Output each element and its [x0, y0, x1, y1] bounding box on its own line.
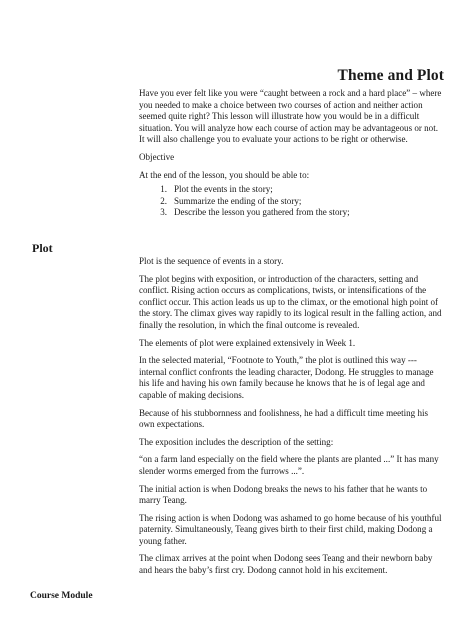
plot-paragraph: The plot begins with exposition, or introduction of the characters, setting and conflict. Rising action occurs as complications, twists, or intensifications of the conflict occur. This action leads us up to the climax, or the emotional high point of the story. The climax gives way rapidly to its logical result in the falling action, and finally the resolution, in which the final outcome is revealed. — [139, 273, 442, 330]
section-heading-plot: Plot — [32, 241, 53, 255]
plot-paragraph: The exposition includes the description of the setting: — [139, 436, 334, 447]
intro-block — [139, 88, 444, 219]
intro-paragraph: Have you ever felt like you were “caught between a rock and a hard place” – where you needed to make a choice between two courses of action and neither action seemed quite right? This lesson will illustrate how you would be in a difficult situation. You will analyze how each course of action may be advantageous or not. It will also challenge you to evaluate your actions to be right or otherwise. — [139, 88, 442, 145]
page-title: Theme and Plot — [337, 67, 444, 84]
plot-block — [139, 256, 444, 583]
objective-item: 2. Summarize the ending of the story; — [160, 195, 302, 206]
objectives-list — [139, 184, 444, 219]
plot-paragraph: The rising action is when Dodong was ashamed to go home because of his youthful paternity. Simultaneously, Teang gives birth to their first child, making Dodong a young father. — [139, 512, 442, 546]
plot-paragraph: The climax arrives at the point when Dodong sees Teang and their newborn baby and hears the baby’s first cry. Dodong cannot hold in his excitement. — [139, 553, 433, 576]
objective-label: Objective — [139, 151, 175, 162]
plot-paragraph: Plot is the sequence of events in a story. — [139, 256, 284, 266]
footer-course-module: Course Module — [30, 591, 93, 601]
plot-paragraph: In the selected material, “Footnote to Youth,” the plot is outlined this way --- internal conflict confronts the leading character, Dodong. He struggles to manage his life and having his own family because he knows that he is of legal age and capable of making decisions. — [139, 355, 434, 400]
plot-paragraph: The elements of plot were explained extensively in Week 1. — [139, 337, 356, 348]
plot-paragraph: Because of his stubbornness and foolishness, he had a difficult time meeting his own expectations. — [139, 407, 429, 430]
plot-paragraph: The initial action is when Dodong breaks the news to his father that he wants to marry Teang. — [139, 483, 428, 506]
objective-item: 1. Plot the events in the story; — [160, 184, 273, 195]
objective-lead: At the end of the lesson, you should be able to: — [139, 169, 310, 180]
plot-quote: “on a farm land especially on the field where the plants are planted ...” It has many slender worms emerged from the furrows ...”. — [139, 454, 439, 476]
objective-item: 3. Describe the lesson you gathered from the story; — [160, 207, 350, 218]
